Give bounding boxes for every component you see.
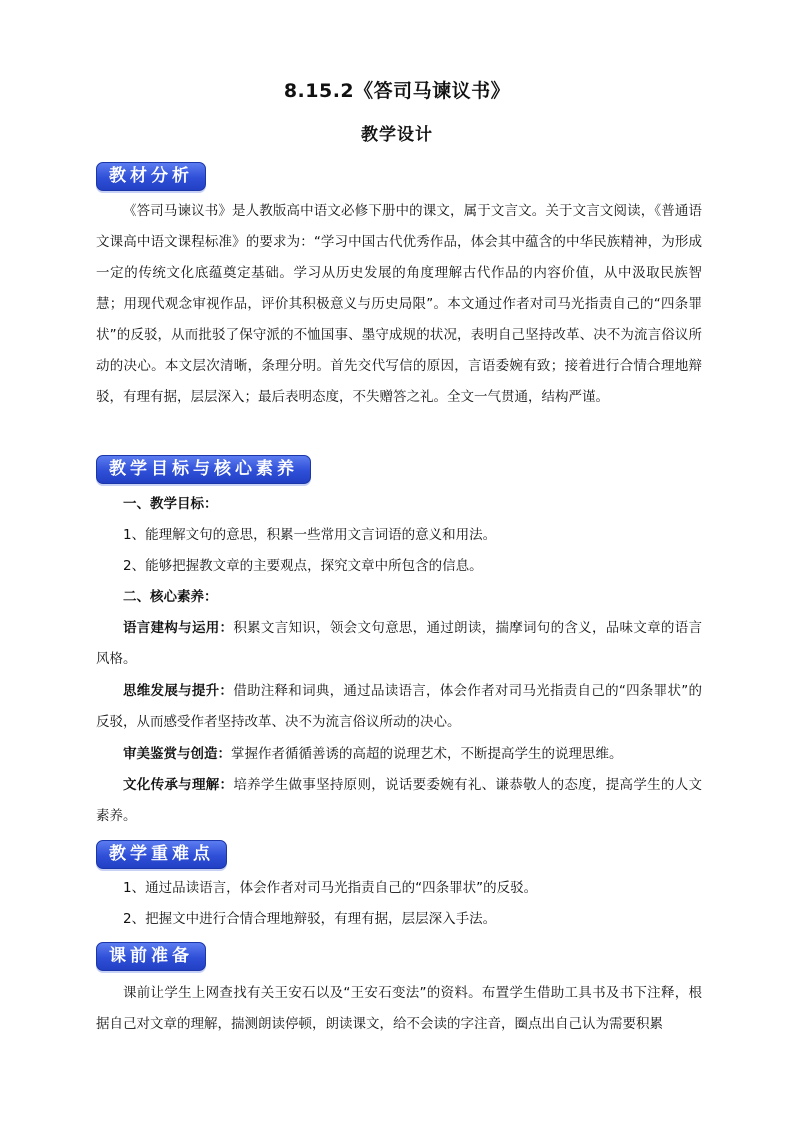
core-literacy-text-aesthetics: 掌握作者循循善诱的高超的说理艺术，不断提高学生的说理思维。 — [231, 746, 623, 762]
section-heading-key-difficulties: 教学重难点 — [96, 840, 227, 869]
core-literacy-text-thinking: 借助注释和词典，通过品读语言，体会作者对司马光指责自己的“四条罪状”的反驳，从而感受作者坚持改革、决不为流言俗议所动的决心。 — [96, 683, 702, 730]
core-literacy-item-aesthetics — [96, 739, 702, 770]
section-heading-preparation: 课前准备 — [96, 942, 206, 971]
document-subtitle: 教学设计 — [361, 125, 433, 145]
section-heading-teaching-goals: 教学目标与核心素养 — [96, 455, 311, 484]
core-literacy-item-thinking — [96, 676, 702, 738]
core-literacy-item-culture — [96, 770, 702, 832]
section-heading-textbook-analysis: 教材分析 — [96, 162, 206, 191]
key-difficulty-item-1: 1、通过品读语言，体会作者对司马光指责自己的“四条罪状”的反驳。 — [123, 880, 538, 896]
teaching-goal-item-2: 2、能够把握教文章的主要观点，探究文章中所包含的信息。 — [123, 558, 483, 574]
key-difficulty-item-2: 2、把握文中进行合情合理地辩驳，有理有据，层层深入手法。 — [123, 911, 497, 927]
core-literacy-label-aesthetics: 审美鉴赏与创造： — [123, 746, 231, 762]
textbook-analysis-paragraph: 《答司马谏议书》是人教版高中语文必修下册中的课文，属于文言文。关于文言文阅读，《普通语文课高中语文课程标准》的要求为：“学习中国古代优秀作品，体会其中蕴含的中华民族精神，为形成一定的传统文化底蕴奠定基础。学习从历史发展的角度理解古代作品的内容价值，从中汲取民族智慧；用现代观念审视作品，评价其积极意义与历史局限”。本文通过作者对司马光指责自己的“四条罪状”的反驳，从而批驳了保守派的不恤国事、墨守成规的状况，表明自己坚持改革、决不为流言俗议所动的决心。本文层次清晰，条理分明。首先交代写信的原因，言语委婉有致；接着进行合情合理地辩驳，有理有据，层层深入；最后表明态度，不失赠答之礼。全文一气贯通，结构严谨。 — [96, 203, 702, 405]
teaching-goals-subheading: 一、教学目标： — [123, 496, 218, 512]
preparation-paragraph: 课前让学生上网查找有关王安石以及“王安石变法”的资料。布置学生借助工具书及书下注释，根据自己对文章的理解，揣测朗读停顿，朗读课文，给不会读的字注音，圈点出自己认为需要积累 — [96, 985, 702, 1032]
teaching-goal-item-1: 1、能理解文句的意思，积累一些常用文言词语的意义和用法。 — [123, 527, 497, 543]
core-literacy-subheading: 二、核心素养： — [123, 589, 218, 605]
core-literacy-text-culture: 培养学生做事坚持原则，说话要委婉有礼、谦恭敬人的态度，提高学生的人文素养。 — [96, 777, 703, 824]
core-literacy-text-language: 积累文言知识，领会文句意思，通过朗读，揣摩词句的含义，品味文章的语言风格。 — [96, 620, 703, 667]
core-literacy-label-thinking: 思维发展与提升： — [123, 683, 234, 699]
core-literacy-label-language: 语言建构与运用： — [123, 620, 234, 636]
document-title: 8.15.2《答司马谏议书》 — [283, 80, 511, 102]
core-literacy-item-language — [96, 613, 702, 675]
core-literacy-label-culture: 文化传承与理解： — [123, 777, 234, 793]
